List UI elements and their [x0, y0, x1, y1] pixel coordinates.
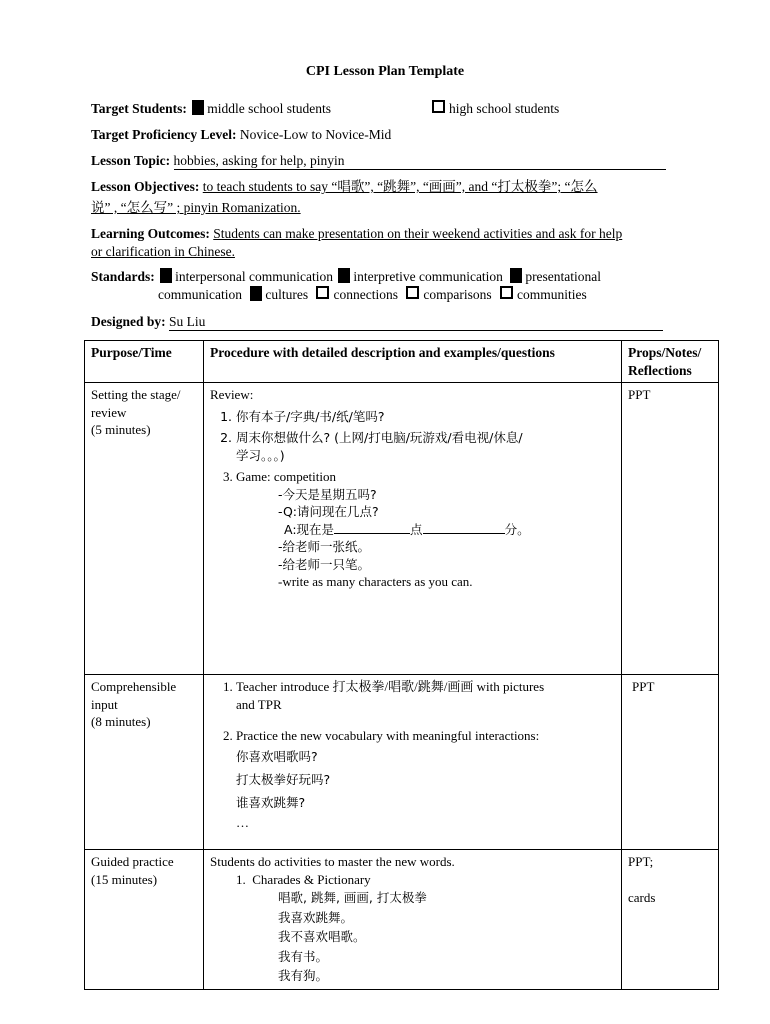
std-presentational: presentational	[525, 269, 602, 284]
middle-school-option: middle school students	[207, 101, 332, 116]
designed-line	[91, 313, 663, 331]
proficiency-value: Novice-Low to Novice-Mid	[239, 127, 392, 142]
std-interpersonal: interpersonal communication	[175, 269, 333, 284]
guided-intro: Students do activities to master the new words.	[210, 854, 455, 869]
table-row	[85, 850, 719, 990]
purpose-cell	[85, 383, 204, 675]
checked-box-icon	[338, 268, 350, 283]
purpose-text: Comprehensible	[91, 679, 177, 694]
document-title: CPI Lesson Plan Template	[305, 64, 465, 79]
table-header-row	[85, 341, 719, 383]
purpose-text: (5 minutes)	[91, 422, 151, 437]
lesson-plan-table	[84, 340, 719, 990]
game-line: -今天是星期五吗?	[278, 486, 377, 502]
table-row	[85, 383, 719, 675]
answer-text: 点	[410, 521, 423, 537]
props-text: PPT;	[628, 854, 654, 869]
game-line: -Q:请问现在几点?	[278, 504, 379, 519]
blank-line	[423, 533, 505, 534]
objectives-text-2: 说” , “怎么写” ; pinyin Romanization.	[91, 200, 301, 215]
purpose-text: (8 minutes)	[91, 714, 151, 729]
list-item-text: 学习。。。)	[236, 447, 285, 463]
purpose-text: (15 minutes)	[91, 871, 158, 887]
example-line: …	[236, 814, 249, 830]
example-line: 你喜欢唱歌吗?	[236, 748, 318, 764]
outcomes-label: Learning Outcomes:	[91, 226, 210, 241]
review-list	[210, 408, 615, 591]
example-line: 打太极拳好玩吗?	[236, 771, 331, 787]
objectives-label: Lesson Objectives:	[91, 179, 200, 194]
procedure-cell	[204, 675, 622, 850]
outcomes-line	[91, 225, 622, 242]
props-cell	[622, 850, 719, 990]
designed-value: Su Liu	[169, 313, 663, 331]
std-communication: communication	[158, 287, 242, 302]
list-item	[236, 678, 615, 713]
input-list	[210, 678, 615, 831]
topic-label: Lesson Topic:	[91, 153, 171, 168]
list-item: 1. 你有本子/字典/书/纸/笔吗?	[236, 408, 615, 426]
procedure-cell	[204, 383, 622, 675]
checked-box-icon	[510, 268, 522, 283]
example-line: 谁喜欢跳舞?	[236, 794, 306, 810]
game-line: -write as many characters as you can.	[278, 574, 473, 589]
std-communities: communities	[516, 287, 587, 302]
guided-line: 我有书。	[278, 948, 329, 964]
checked-box-icon	[250, 286, 262, 301]
purpose-cell	[85, 850, 204, 990]
props-text: cards	[628, 889, 656, 905]
proficiency-label: Target Proficiency Level:	[91, 127, 237, 142]
purpose-text: review	[91, 404, 127, 420]
unchecked-box-icon	[316, 286, 329, 299]
purpose-text: input	[91, 696, 118, 712]
props-cell: PPT	[622, 675, 719, 850]
blank-line	[334, 533, 410, 534]
unchecked-box-icon	[432, 100, 445, 113]
header-props: Props/Notes/ Reflections	[622, 341, 719, 383]
guided-item: 1. Charades & Pictionary	[236, 871, 371, 887]
answer-text: 分。	[504, 521, 530, 537]
list-item	[236, 727, 615, 831]
outcomes-text-2: or clarification in Chinese.	[91, 244, 235, 259]
list-item-text: 2. Practice the new vocabulary with meaningful interactions:	[236, 728, 540, 743]
header-procedure: Procedure with detailed description and examples/questions	[204, 341, 622, 383]
review-label: Review:	[210, 387, 254, 402]
designed-label: Designed by:	[91, 314, 166, 329]
purpose-text: Setting the stage/	[91, 387, 181, 402]
std-cultures: cultures	[265, 287, 309, 302]
unchecked-box-icon	[500, 286, 513, 299]
purpose-text: Guided practice	[91, 854, 174, 869]
objectives-line	[91, 178, 598, 195]
target-students-line	[91, 100, 331, 117]
std-interpretive: interpretive communication	[353, 269, 503, 284]
checked-box-icon	[160, 268, 172, 283]
topic-value: hobbies, asking for help, pinyin	[174, 152, 666, 170]
standards-line-2	[158, 286, 587, 303]
game-title: 3. Game: competition	[236, 469, 337, 484]
guided-line: 我不喜欢唱歌。	[278, 929, 366, 944]
standards-label: Standards:	[91, 269, 155, 284]
target-students-label: Target Students:	[91, 101, 187, 116]
high-school-option: high school students	[449, 101, 560, 116]
procedure-cell	[204, 850, 622, 990]
props-cell: PPT	[622, 383, 719, 675]
guided-item-text: Charades & Pictionary	[252, 871, 371, 887]
header-purpose: Purpose/Time	[85, 341, 204, 383]
outcomes-text-1: Students can make presentation on their weekend activities and ask for help	[213, 226, 623, 241]
list-item	[236, 468, 615, 591]
game-line-answer	[236, 521, 615, 539]
std-connections: connections	[333, 287, 398, 302]
unchecked-box-icon	[406, 286, 419, 299]
answer-text: A:现在是	[284, 521, 335, 537]
high-school-option-line	[430, 100, 559, 117]
guided-line: 我喜欢跳舞。	[278, 909, 354, 925]
objectives-text-1: to teach students to say “唱歌”, “跳舞”, “画画”, and “打太极拳”; “怎么	[202, 179, 598, 194]
game-line: -给老师一张纸。	[278, 539, 371, 554]
game-line: -给老师一只笔。	[278, 556, 371, 572]
purpose-cell	[85, 675, 204, 850]
proficiency-line	[91, 126, 391, 143]
topic-line	[91, 152, 666, 170]
standards-line-1	[91, 268, 601, 285]
guided-line: 我有狗。	[278, 968, 329, 983]
list-item-text: 周末你想做什么? (上网/打电脑/玩游戏/看电视/休息/	[236, 430, 523, 445]
std-comparisons: comparisons	[423, 287, 492, 302]
checked-box-icon	[192, 100, 204, 115]
table-row	[85, 675, 719, 850]
guided-line: 唱歌, 跳舞, 画画, 打太极拳	[278, 890, 427, 905]
list-item	[236, 429, 615, 464]
list-item-text: Teacher introduce 打太极拳/唱歌/跳舞/画画 with pictures	[236, 679, 545, 694]
list-item-text: and TPR	[236, 696, 282, 712]
